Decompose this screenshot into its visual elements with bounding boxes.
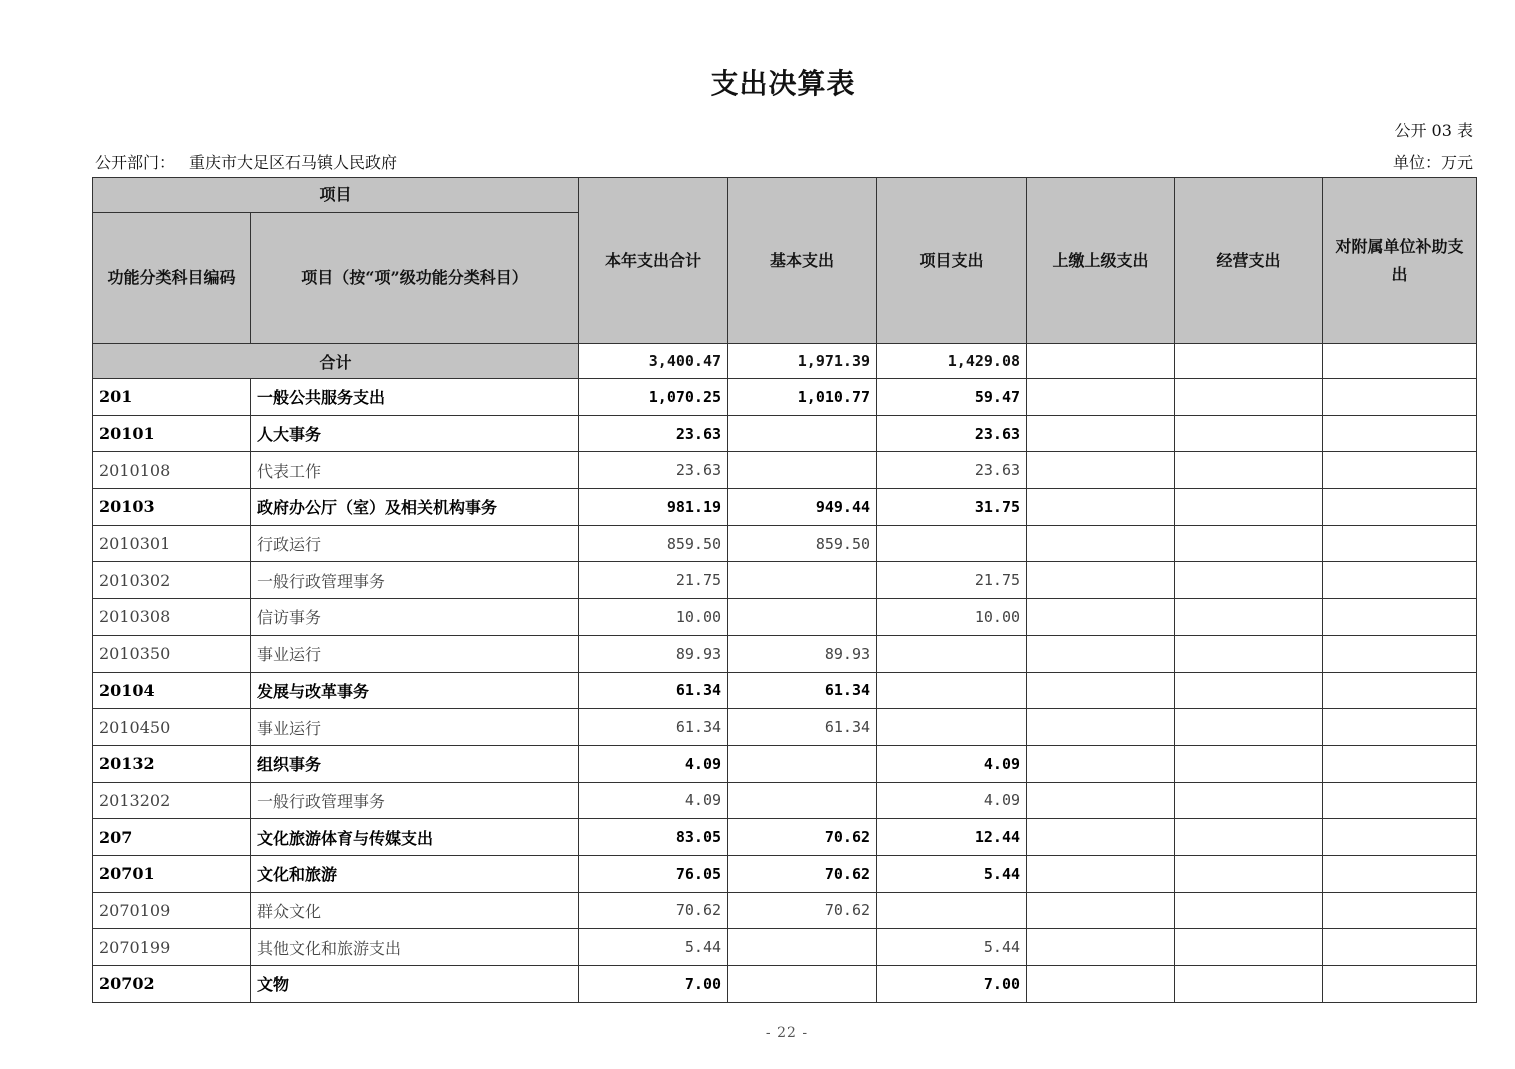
row-upper (1027, 415, 1175, 452)
row-project: 10.00 (877, 599, 1027, 636)
row-code: 2010302 (93, 562, 251, 599)
row-name: 一般公共服务支出 (251, 379, 579, 416)
row-project: 12.44 (877, 819, 1027, 856)
table-row (93, 892, 1477, 929)
total-subsidy (1323, 344, 1477, 379)
table-row (93, 635, 1477, 672)
header-subsidy: 对附属单位补助支出 (1323, 178, 1477, 344)
row-total: 89.93 (579, 635, 728, 672)
row-code: 2010450 (93, 709, 251, 746)
row-subsidy (1323, 489, 1477, 526)
row-business (1175, 709, 1323, 746)
row-project: 5.44 (877, 855, 1027, 892)
row-total: 981.19 (579, 489, 728, 526)
row-subsidy (1323, 929, 1477, 966)
row-upper (1027, 525, 1175, 562)
row-upper (1027, 782, 1175, 819)
total-basic: 1,971.39 (728, 344, 877, 379)
row-code: 20103 (93, 489, 251, 526)
department-name: 重庆市大足区石马镇人民政府 (189, 153, 398, 172)
row-subsidy (1323, 635, 1477, 672)
row-business (1175, 525, 1323, 562)
table-row (93, 672, 1477, 709)
row-business (1175, 562, 1323, 599)
row-subsidy (1323, 379, 1477, 416)
row-subsidy (1323, 452, 1477, 489)
row-name: 发展与改革事务 (251, 672, 579, 709)
expenditure-table (92, 177, 1477, 1003)
row-code: 20702 (93, 966, 251, 1003)
table-row (93, 525, 1477, 562)
row-upper (1027, 855, 1175, 892)
row-subsidy (1323, 782, 1477, 819)
row-code: 201 (93, 379, 251, 416)
row-project: 21.75 (877, 562, 1027, 599)
table-row (93, 489, 1477, 526)
header-total: 本年支出合计 (579, 178, 728, 344)
row-basic (728, 966, 877, 1003)
row-code: 2010308 (93, 599, 251, 636)
row-project (877, 525, 1027, 562)
row-total: 61.34 (579, 672, 728, 709)
row-basic: 70.62 (728, 855, 877, 892)
row-project: 5.44 (877, 929, 1027, 966)
row-name: 其他文化和旅游支出 (251, 929, 579, 966)
row-basic (728, 562, 877, 599)
table-row (93, 599, 1477, 636)
row-basic (728, 929, 877, 966)
row-total: 5.44 (579, 929, 728, 966)
table-row (93, 745, 1477, 782)
total-row (93, 344, 1477, 379)
row-total: 10.00 (579, 599, 728, 636)
row-name: 事业运行 (251, 709, 579, 746)
row-project: 7.00 (877, 966, 1027, 1003)
page-number: - 22 - (765, 1025, 809, 1041)
row-upper (1027, 672, 1175, 709)
row-project: 4.09 (877, 782, 1027, 819)
row-subsidy (1323, 525, 1477, 562)
row-business (1175, 452, 1323, 489)
page-title: 支出决算表 (710, 67, 856, 100)
row-basic: 859.50 (728, 525, 877, 562)
row-business (1175, 966, 1323, 1003)
row-code: 20101 (93, 415, 251, 452)
table-row (93, 855, 1477, 892)
row-upper (1027, 562, 1175, 599)
row-business (1175, 745, 1323, 782)
row-name: 政府办公厅（室）及相关机构事务 (251, 489, 579, 526)
header-basic: 基本支出 (728, 178, 877, 344)
row-business (1175, 379, 1323, 416)
row-upper (1027, 745, 1175, 782)
header-business: 经营支出 (1175, 178, 1323, 344)
row-total: 1,070.25 (579, 379, 728, 416)
row-subsidy (1323, 709, 1477, 746)
table-row (93, 819, 1477, 856)
row-code: 2010350 (93, 635, 251, 672)
row-upper (1027, 489, 1175, 526)
row-code: 20104 (93, 672, 251, 709)
row-total: 23.63 (579, 415, 728, 452)
row-code: 20132 (93, 745, 251, 782)
header-code: 功能分类科目编码 (93, 213, 251, 344)
table-row (93, 452, 1477, 489)
total-business (1175, 344, 1323, 379)
row-project (877, 892, 1027, 929)
row-upper (1027, 379, 1175, 416)
row-subsidy (1323, 819, 1477, 856)
row-total: 83.05 (579, 819, 728, 856)
row-subsidy (1323, 855, 1477, 892)
department-line (95, 150, 397, 173)
row-total: 859.50 (579, 525, 728, 562)
row-name: 文物 (251, 966, 579, 1003)
row-subsidy (1323, 966, 1477, 1003)
row-upper (1027, 929, 1175, 966)
row-name: 代表工作 (251, 452, 579, 489)
row-code: 207 (93, 819, 251, 856)
row-basic (728, 452, 877, 489)
header-upper: 上缴上级支出 (1027, 178, 1175, 344)
row-upper (1027, 892, 1175, 929)
row-code: 2010301 (93, 525, 251, 562)
row-business (1175, 415, 1323, 452)
row-basic: 1,010.77 (728, 379, 877, 416)
row-basic (728, 415, 877, 452)
row-upper (1027, 709, 1175, 746)
row-business (1175, 599, 1323, 636)
total-label: 合计 (93, 344, 579, 379)
row-project (877, 672, 1027, 709)
row-basic: 949.44 (728, 489, 877, 526)
row-total: 70.62 (579, 892, 728, 929)
row-name: 事业运行 (251, 635, 579, 672)
row-subsidy (1323, 599, 1477, 636)
row-basic: 89.93 (728, 635, 877, 672)
row-business (1175, 489, 1323, 526)
table-row (93, 562, 1477, 599)
table-row (93, 415, 1477, 452)
table-row (93, 379, 1477, 416)
row-project: 31.75 (877, 489, 1027, 526)
row-code: 2013202 (93, 782, 251, 819)
table-row (93, 709, 1477, 746)
row-name: 人大事务 (251, 415, 579, 452)
row-business (1175, 819, 1323, 856)
row-name: 一般行政管理事务 (251, 562, 579, 599)
row-code: 2070109 (93, 892, 251, 929)
row-basic (728, 599, 877, 636)
row-name: 群众文化 (251, 892, 579, 929)
row-basic: 70.62 (728, 892, 877, 929)
row-project (877, 709, 1027, 746)
row-name: 文化和旅游 (251, 855, 579, 892)
row-total: 4.09 (579, 745, 728, 782)
row-name: 一般行政管理事务 (251, 782, 579, 819)
row-project (877, 635, 1027, 672)
row-upper (1027, 966, 1175, 1003)
row-total: 4.09 (579, 782, 728, 819)
row-upper (1027, 452, 1175, 489)
table-row (93, 929, 1477, 966)
row-name: 文化旅游体育与传媒支出 (251, 819, 579, 856)
row-upper (1027, 635, 1175, 672)
row-project: 23.63 (877, 452, 1027, 489)
row-basic (728, 782, 877, 819)
row-basic (728, 745, 877, 782)
row-total: 21.75 (579, 562, 728, 599)
total-upper (1027, 344, 1175, 379)
department-label: 公开部门： (95, 153, 176, 172)
row-business (1175, 892, 1323, 929)
row-code: 20701 (93, 855, 251, 892)
row-name: 行政运行 (251, 525, 579, 562)
row-business (1175, 929, 1323, 966)
row-code: 2070199 (93, 929, 251, 966)
row-subsidy (1323, 745, 1477, 782)
row-total: 61.34 (579, 709, 728, 746)
row-subsidy (1323, 892, 1477, 929)
row-upper (1027, 819, 1175, 856)
header-project-expense: 项目支出 (877, 178, 1027, 344)
table-number: 公开 03 表 (1394, 121, 1473, 140)
header-project: 项目 (93, 178, 579, 213)
row-subsidy (1323, 415, 1477, 452)
row-total: 76.05 (579, 855, 728, 892)
row-business (1175, 782, 1323, 819)
row-project: 4.09 (877, 745, 1027, 782)
row-total: 7.00 (579, 966, 728, 1003)
row-project: 23.63 (877, 415, 1027, 452)
row-name: 信访事务 (251, 599, 579, 636)
row-upper (1027, 599, 1175, 636)
table-row (93, 966, 1477, 1003)
row-business (1175, 635, 1323, 672)
row-basic: 70.62 (728, 819, 877, 856)
row-project: 59.47 (877, 379, 1027, 416)
row-subsidy (1323, 562, 1477, 599)
header-name: 项目（按“项”级功能分类科目） (251, 213, 579, 344)
row-code: 2010108 (93, 452, 251, 489)
total-project: 1,429.08 (877, 344, 1027, 379)
row-name: 组织事务 (251, 745, 579, 782)
row-subsidy (1323, 672, 1477, 709)
table-row (93, 782, 1477, 819)
row-basic: 61.34 (728, 709, 877, 746)
row-business (1175, 672, 1323, 709)
row-total: 23.63 (579, 452, 728, 489)
row-business (1175, 855, 1323, 892)
row-basic: 61.34 (728, 672, 877, 709)
unit-label: 单位：万元 (1392, 153, 1473, 172)
total-amount: 3,400.47 (579, 344, 728, 379)
